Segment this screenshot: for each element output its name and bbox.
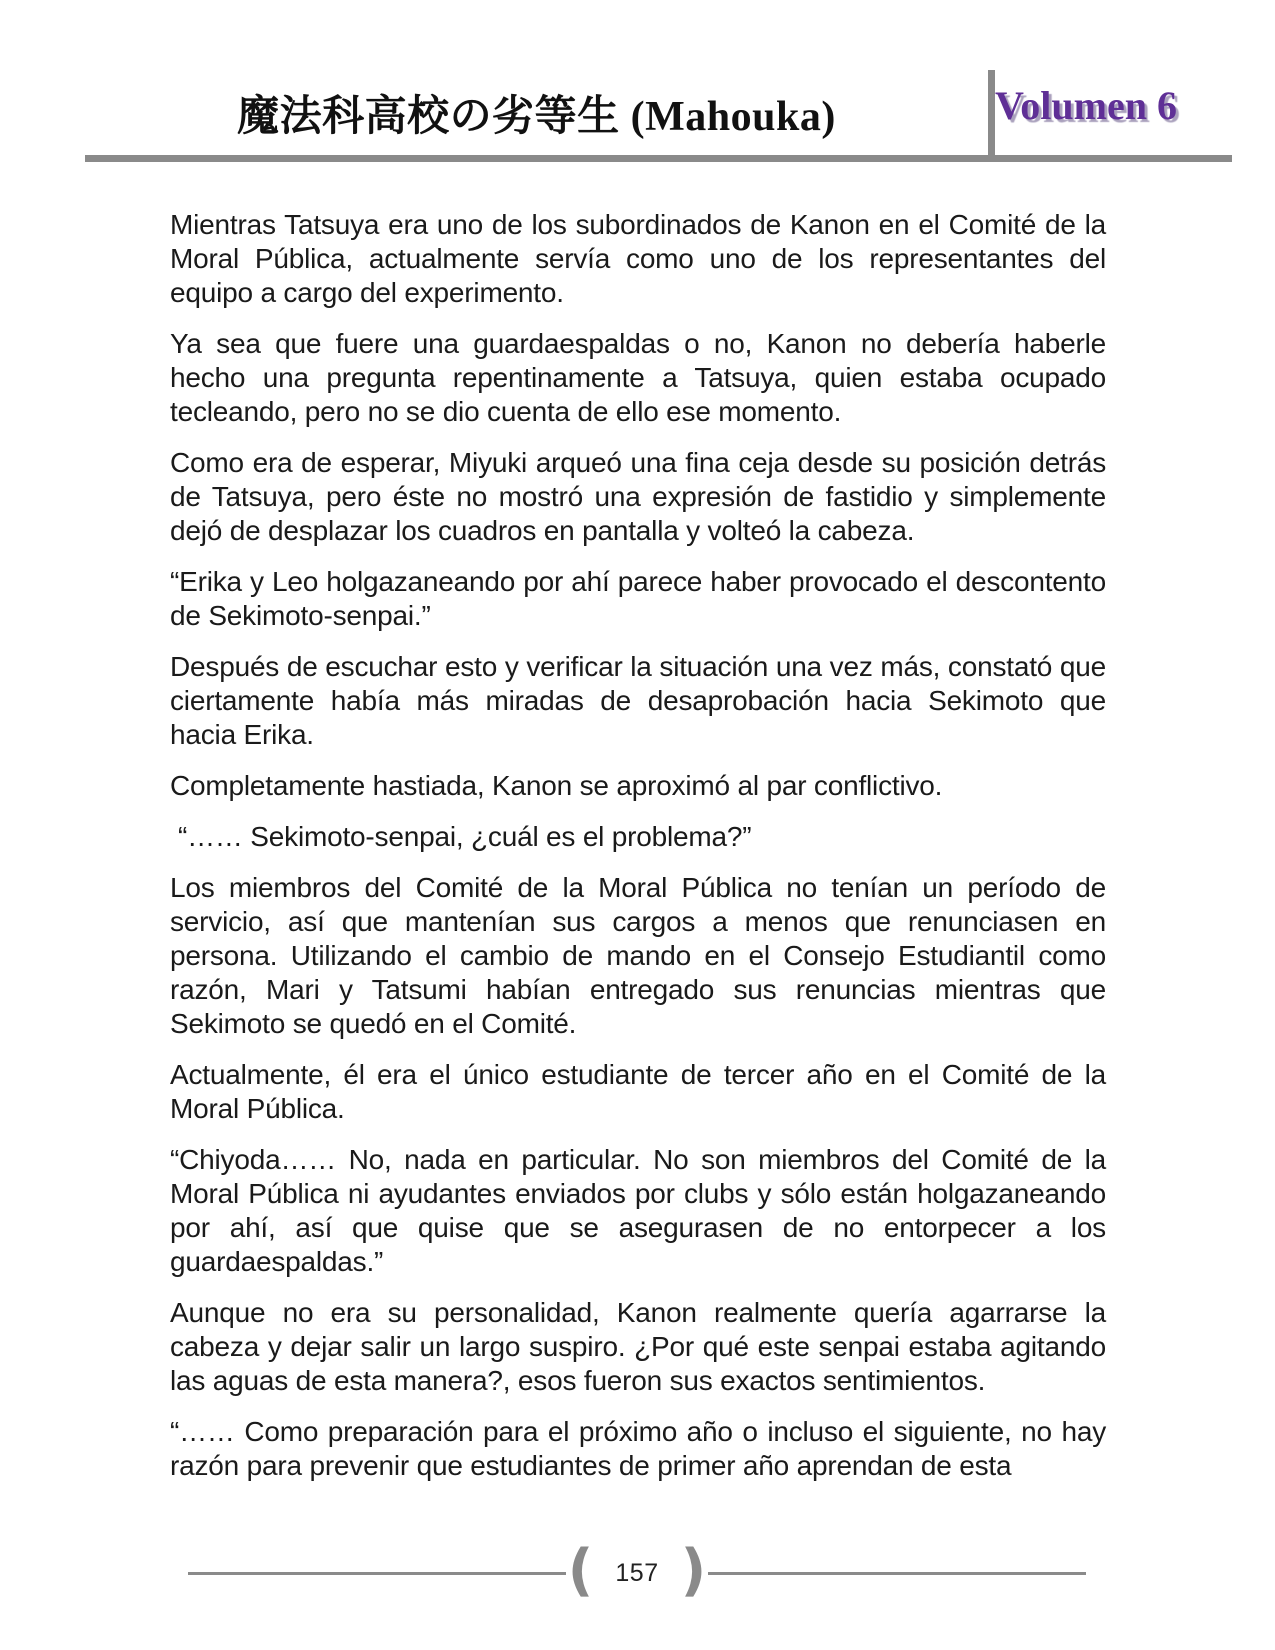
paragraph: “Chiyoda…… No, nada en particular. No son miembros del Comité de la Moral Pública ni ayudantes enviados por clubs y sólo están holgazaneando por ahí, así que quise que se asegurasen de no entorpecer a los guardaespaldas.” bbox=[170, 1144, 1106, 1277]
volume-label: Volumen 6 bbox=[995, 83, 1177, 128]
footer-bracket-right: ) bbox=[680, 1538, 707, 1603]
paragraph: “…… Como preparación para el próximo año o incluso el siguiente, no hay razón para prevenir que estudiantes de primer año aprendan de esta bbox=[170, 1416, 1106, 1481]
paragraph: Como era de esperar, Miyuki arqueó una fina ceja desde su posición detrás de Tatsuya, pero éste no mostró una expresión de fastidio y simplemente dejó de desplazar los cuadros en pantalla y volteó la cabeza. bbox=[170, 447, 1106, 546]
header-rule bbox=[85, 155, 1232, 162]
footer-bracket-left: ( bbox=[567, 1538, 594, 1603]
header-vertical-divider bbox=[988, 70, 995, 155]
paragraph: Ya sea que fuere una guardaespaldas o no, Kanon no debería haberle hecho una pregunta repentinamente a Tatsuya, quien estaba ocupado tecleando, pero no se dio cuenta de ello ese momento. bbox=[170, 328, 1106, 427]
page-body bbox=[170, 208, 1106, 1483]
page-number: 157 bbox=[615, 1558, 659, 1587]
paragraph: Completamente hastiada, Kanon se aproximó al par conflictivo. bbox=[170, 770, 943, 801]
header-title-cell bbox=[85, 70, 988, 155]
page-footer bbox=[188, 1538, 1086, 1603]
paragraph: Mientras Tatsuya era uno de los subordinados de Kanon en el Comité de la Moral Pública, actualmente servía como uno de los representantes del equipo a cargo del experimento. bbox=[170, 209, 1106, 308]
paragraph: Después de escuchar esto y verificar la situación una vez más, constató que ciertamente había más miradas de desaprobación hacia Sekimoto que hacia Erika. bbox=[170, 651, 1106, 750]
paragraph: Actualmente, él era el único estudiante de tercer año en el Comité de la Moral Pública. bbox=[170, 1059, 1106, 1124]
paragraph: Los miembros del Comité de la Moral Pública no tenían un período de servicio, así que mantenían sus cargos a menos que renunciasen en persona. Utilizando el cambio de mando en el Consejo Estudiantil como razón, Mari y Tatsumi habían entregado sus renuncias mientras que Sekimoto se quedó en el Comité. bbox=[170, 872, 1106, 1039]
footer-line-left bbox=[188, 1572, 566, 1575]
header-volume-cell bbox=[995, 70, 1232, 155]
paragraph: “Erika y Leo holgazaneando por ahí parece haber provocado el descontento de Sekimoto-senpai.” bbox=[170, 566, 1106, 631]
paragraph: Aunque no era su personalidad, Kanon realmente quería agarrarse la cabeza y dejar salir un largo suspiro. ¿Por qué este senpai estaba agitando las aguas de esta manera?, esos fueron sus exactos sentimientos. bbox=[170, 1297, 1106, 1396]
paragraph: “…… Sekimoto-senpai, ¿cuál es el problema?” bbox=[178, 821, 752, 852]
footer-line-right bbox=[708, 1572, 1086, 1575]
page-header bbox=[0, 70, 1275, 155]
book-title: 魔法科高校の劣等生 (Mahouka) bbox=[237, 93, 836, 140]
